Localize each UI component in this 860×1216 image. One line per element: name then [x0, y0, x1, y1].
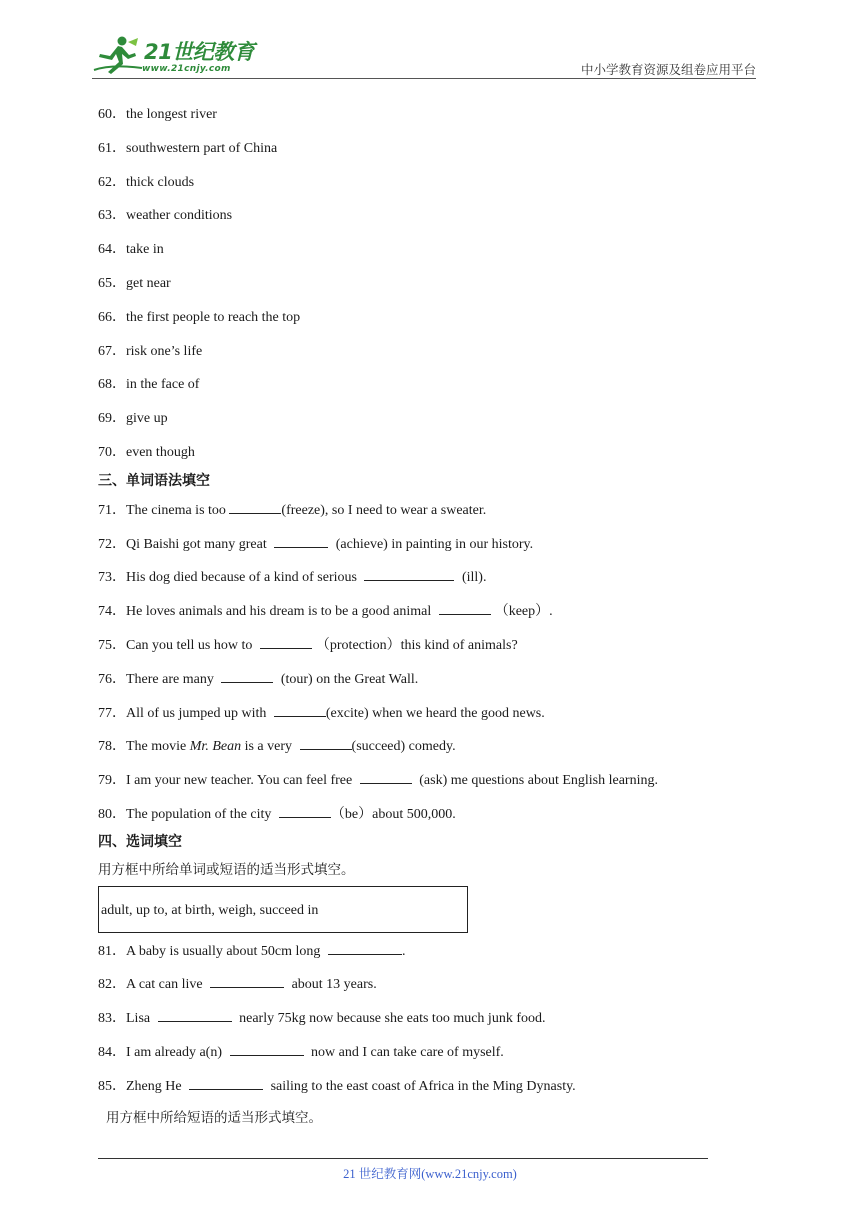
logo-text: 21世纪教育 — [144, 40, 255, 64]
question-82: 82．A cat can live about 13 years. — [98, 974, 377, 995]
footer-link[interactable]: 21 世纪教育网(www.21cnjy.com) — [343, 1167, 517, 1181]
answer-blank[interactable] — [189, 1076, 263, 1090]
question-80: 80．The population of the city （be）about 500,000. — [98, 804, 456, 825]
list-item: 65．get near — [98, 276, 171, 291]
list-item: 68．in the face of — [98, 377, 200, 392]
question-76: 76．There are many (tour) on the Great Wall. — [98, 669, 418, 690]
answer-blank[interactable] — [300, 736, 352, 750]
logo-url: www.21cnjy.com — [142, 64, 231, 74]
question-81: 81．A baby is usually about 50cm long . — [98, 941, 405, 962]
footer-divider — [98, 1158, 708, 1159]
section-title-grammar: 三、单词语法填空 — [98, 473, 210, 489]
platform-name: 中小学教育资源及组卷应用平台 — [580, 62, 756, 77]
runner-logo-icon — [92, 34, 144, 78]
answer-blank[interactable] — [221, 669, 273, 683]
list-item: 62．thick clouds — [98, 175, 195, 190]
page-header — [92, 30, 756, 78]
section-title-word-choice: 四、选词填空 — [98, 834, 182, 850]
answer-blank[interactable] — [229, 500, 281, 514]
answer-blank[interactable] — [260, 635, 312, 649]
word-box: adult, up to, at birth, weigh, succeed in — [98, 886, 468, 933]
answer-blank[interactable] — [230, 1042, 304, 1056]
question-72: 72．Qi Baishi got many great (achieve) in painting in our history. — [98, 534, 533, 555]
answer-blank[interactable] — [158, 1008, 232, 1022]
header-divider — [92, 78, 756, 79]
list-item: 67．risk one’s life — [98, 344, 203, 359]
list-item: 61．southwestern part of China — [98, 141, 278, 156]
list-item: 63．weather conditions — [98, 208, 233, 223]
question-74: 74．He loves animals and his dream is to be a good animal （keep）. — [98, 601, 553, 622]
site-logo[interactable] — [92, 34, 262, 78]
question-75: 75．Can you tell us how to （protection）this kind of animals? — [98, 635, 518, 656]
question-83: 83．Lisa nearly 75kg now because she eats too much junk food. — [98, 1008, 545, 1029]
answer-blank[interactable] — [439, 601, 491, 615]
question-77: 77．All of us jumped up with (excite) when we heard the good news. — [98, 703, 545, 724]
instruction: 用方框中所给单词或短语的适当形式填空。 — [98, 862, 355, 878]
question-79: 79．I am your new teacher. You can feel free (ask) me questions about English learning. — [98, 770, 658, 791]
answer-blank[interactable] — [210, 974, 284, 988]
answer-blank[interactable] — [364, 567, 454, 581]
answer-blank[interactable] — [279, 804, 331, 818]
answer-blank[interactable] — [328, 941, 402, 955]
question-78: 78．The movie Mr. Bean is a very (succeed) comedy. — [98, 736, 456, 757]
question-85: 85．Zheng He sailing to the east coast of Africa in the Ming Dynasty. — [98, 1076, 576, 1097]
list-item: 64．take in — [98, 242, 164, 257]
answer-blank[interactable] — [274, 703, 326, 717]
question-73: 73．His dog died because of a kind of serious (ill). — [98, 567, 486, 588]
list-item: 60．the longest river — [98, 107, 217, 122]
question-84: 84．I am already a(n) now and I can take care of myself. — [98, 1042, 504, 1063]
answer-blank[interactable] — [274, 534, 328, 548]
list-item: 70．even though — [98, 445, 195, 460]
list-item: 69．give up — [98, 411, 168, 426]
question-71: 71．The cinema is too (freeze), so I need to wear a sweater. — [98, 500, 486, 521]
list-item: 66．the first people to reach the top — [98, 310, 301, 325]
answer-blank[interactable] — [360, 770, 412, 784]
instruction: 用方框中所给短语的适当形式填空。 — [106, 1110, 322, 1126]
